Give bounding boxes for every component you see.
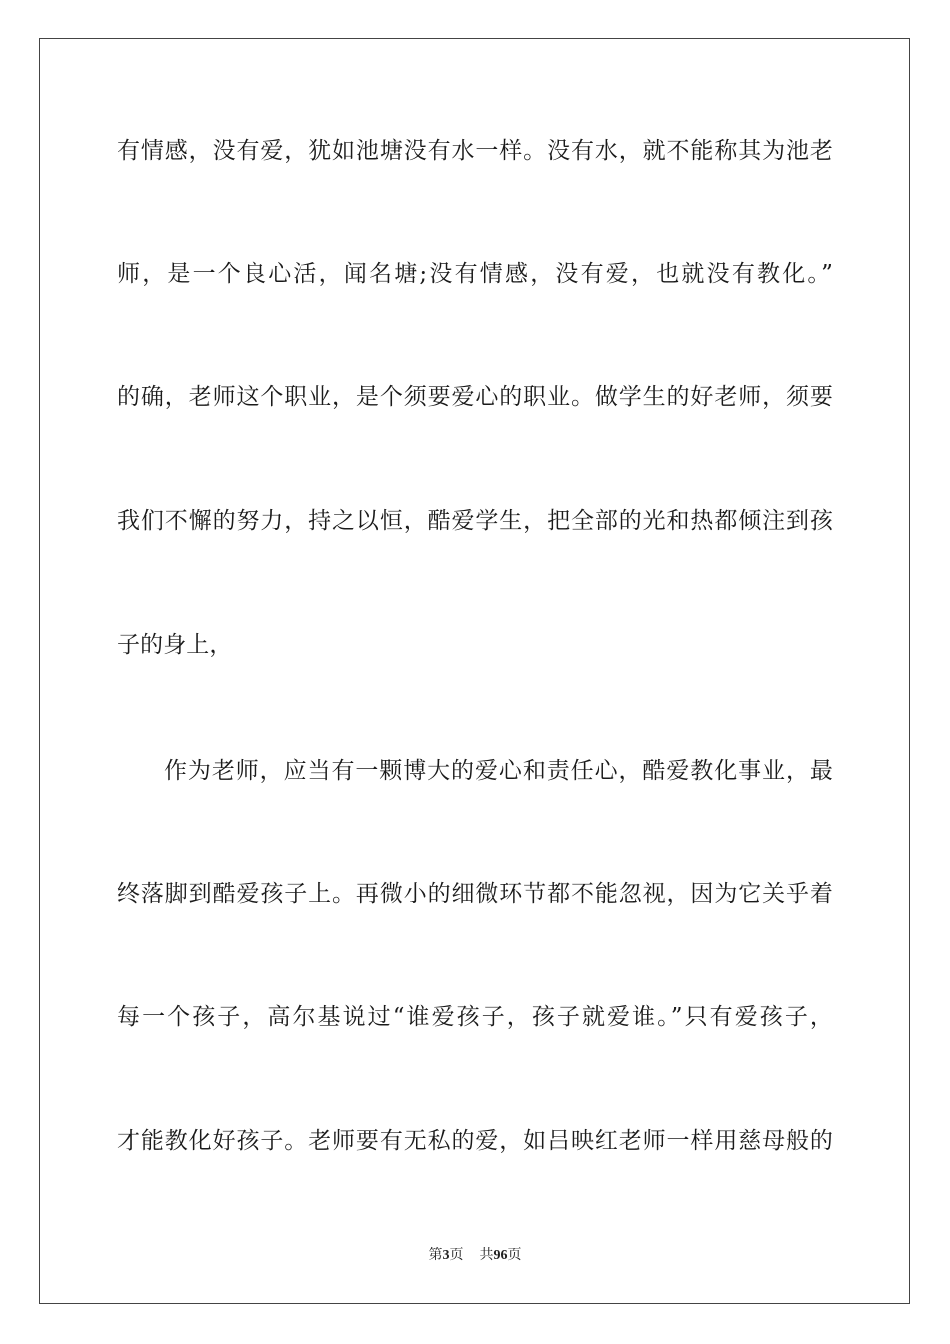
page-suffix: 页 xyxy=(449,1247,464,1263)
body-line-8: 每一个孩子，高尔基说过“谁爱孩子，孩子就爱谁。”只有爱孩子， xyxy=(117,1004,833,1030)
body-line-6: 作为老师，应当有一颗博大的爱心和责任心，酷爱教化事业，最 xyxy=(164,758,833,784)
page-number: 3 xyxy=(442,1248,450,1263)
body-line-3: 的确，老师这个职业，是个须要爱心的职业。做学生的好老师，须要 xyxy=(117,384,833,410)
body-line-5: 子的身上， xyxy=(117,632,233,658)
total-pages: 96 xyxy=(493,1248,508,1263)
page-footer xyxy=(0,1246,950,1265)
body-line-7: 终落脚到酷爱孩子上。再微小的细微环节都不能忽视，因为它关乎着 xyxy=(117,881,833,907)
total-prefix: 共 xyxy=(479,1247,494,1263)
page-border xyxy=(39,38,910,1304)
body-line-9: 才能教化好孩子。老师要有无私的爱，如吕映红老师一样用慈母般的 xyxy=(117,1128,833,1154)
body-line-1: 有情感，没有爱，犹如池塘没有水一样。没有水，就不能称其为池老 xyxy=(117,138,833,164)
page-prefix: 第 xyxy=(428,1247,443,1263)
body-line-2: 师，是一个良心活，闻名塘;没有情感，没有爱，也就没有教化。” xyxy=(117,261,833,287)
total-suffix: 页 xyxy=(507,1247,522,1263)
body-line-4: 我们不懈的努力，持之以恒，酷爱学生，把全部的光和热都倾注到孩 xyxy=(117,508,833,534)
